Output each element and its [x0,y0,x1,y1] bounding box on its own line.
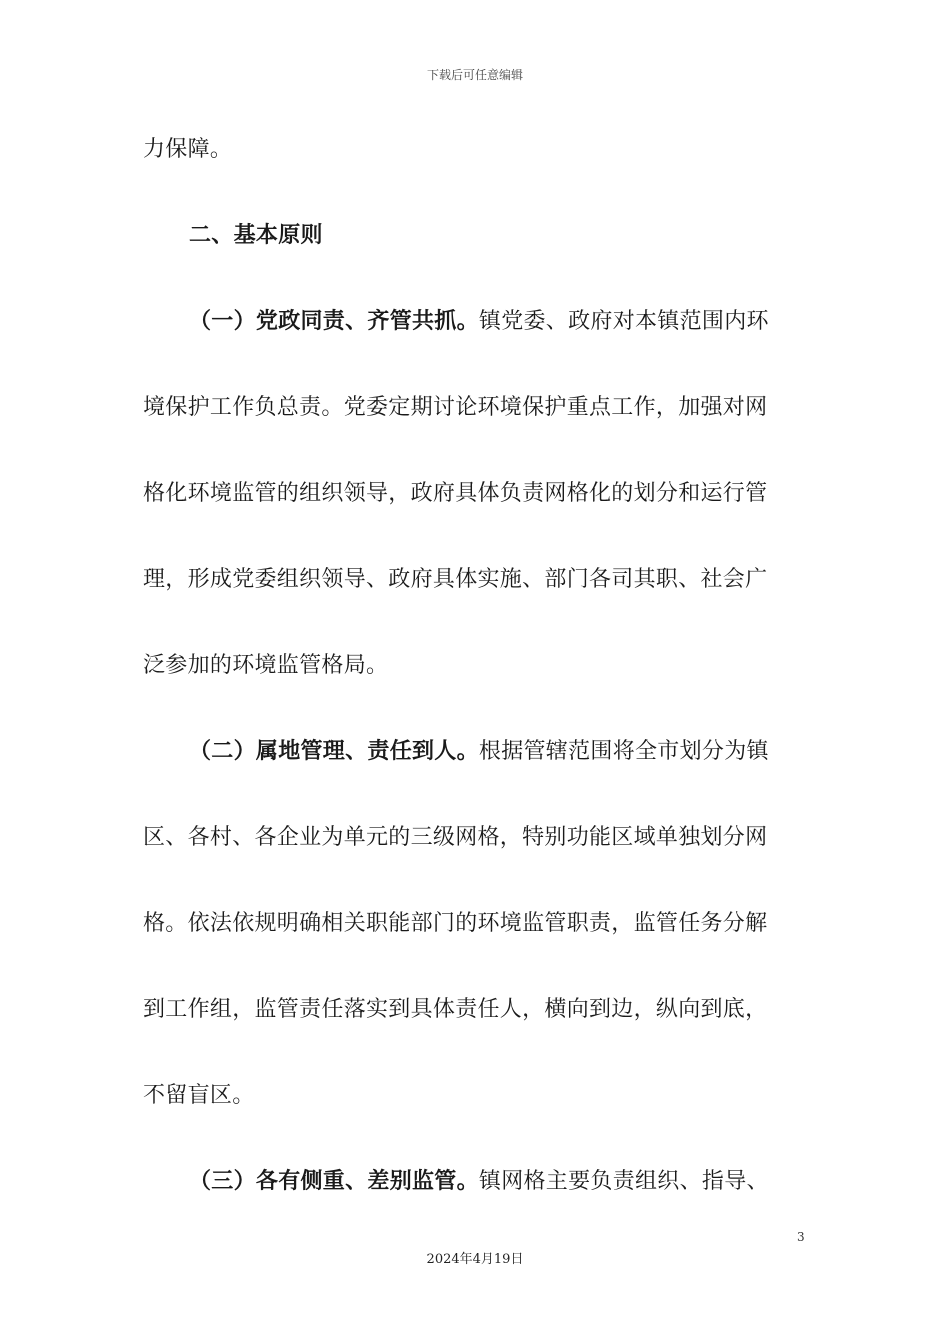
paragraph-2-text: 根据管辖范围将全市划分为镇 [478,739,769,764]
body-line: 到工作组，监管责任落实到具体责任人，横向到边，纵向到底， [143,997,768,1022]
body-line: 境保护工作负总责。党委定期讨论环境保护重点工作，加强对网 [143,395,768,420]
paragraph-1-first-line [143,300,808,386]
body-line: 力保障。 [143,137,233,162]
paragraph-2-title: （二）属地管理、责任到人。 [189,739,479,764]
body-line: 泛参加的环境监管格局。 [143,653,389,678]
page-number: 3 [797,1230,805,1244]
paragraph-1-text: 镇党委、政府对本镇范围内环 [478,309,769,334]
body-line: 区、各村、各企业为单元的三级网格，特别功能区域单独划分网 [143,825,768,850]
paragraph-1-title: （一）党政同责、齐管共抓。 [189,309,479,334]
paragraph-2-first-line [143,730,808,816]
page-header: 下载后可任意编辑 [426,68,523,82]
body-line: 不留盲区。 [143,1083,255,1108]
paragraph-3-title: （三）各有侧重、差别监管。 [189,1169,479,1194]
paragraph-3-first-line [143,1160,808,1246]
footer-date: 2024年4月19日 [426,1252,524,1267]
body-line: 理，形成党委组织领导、政府具体实施、部门各司其职、社会广 [143,567,768,592]
body-line: 格化环境监管的组织领导，政府具体负责网格化的划分和运行管 [143,481,768,506]
document-body [143,128,808,1246]
section-heading: 二、基本原则 [189,223,323,248]
body-line: 格。依法依规明确相关职能部门的环境监管职责，监管任务分解 [143,911,768,936]
paragraph-3-text: 镇网格主要负责组织、指导、 [478,1169,769,1194]
